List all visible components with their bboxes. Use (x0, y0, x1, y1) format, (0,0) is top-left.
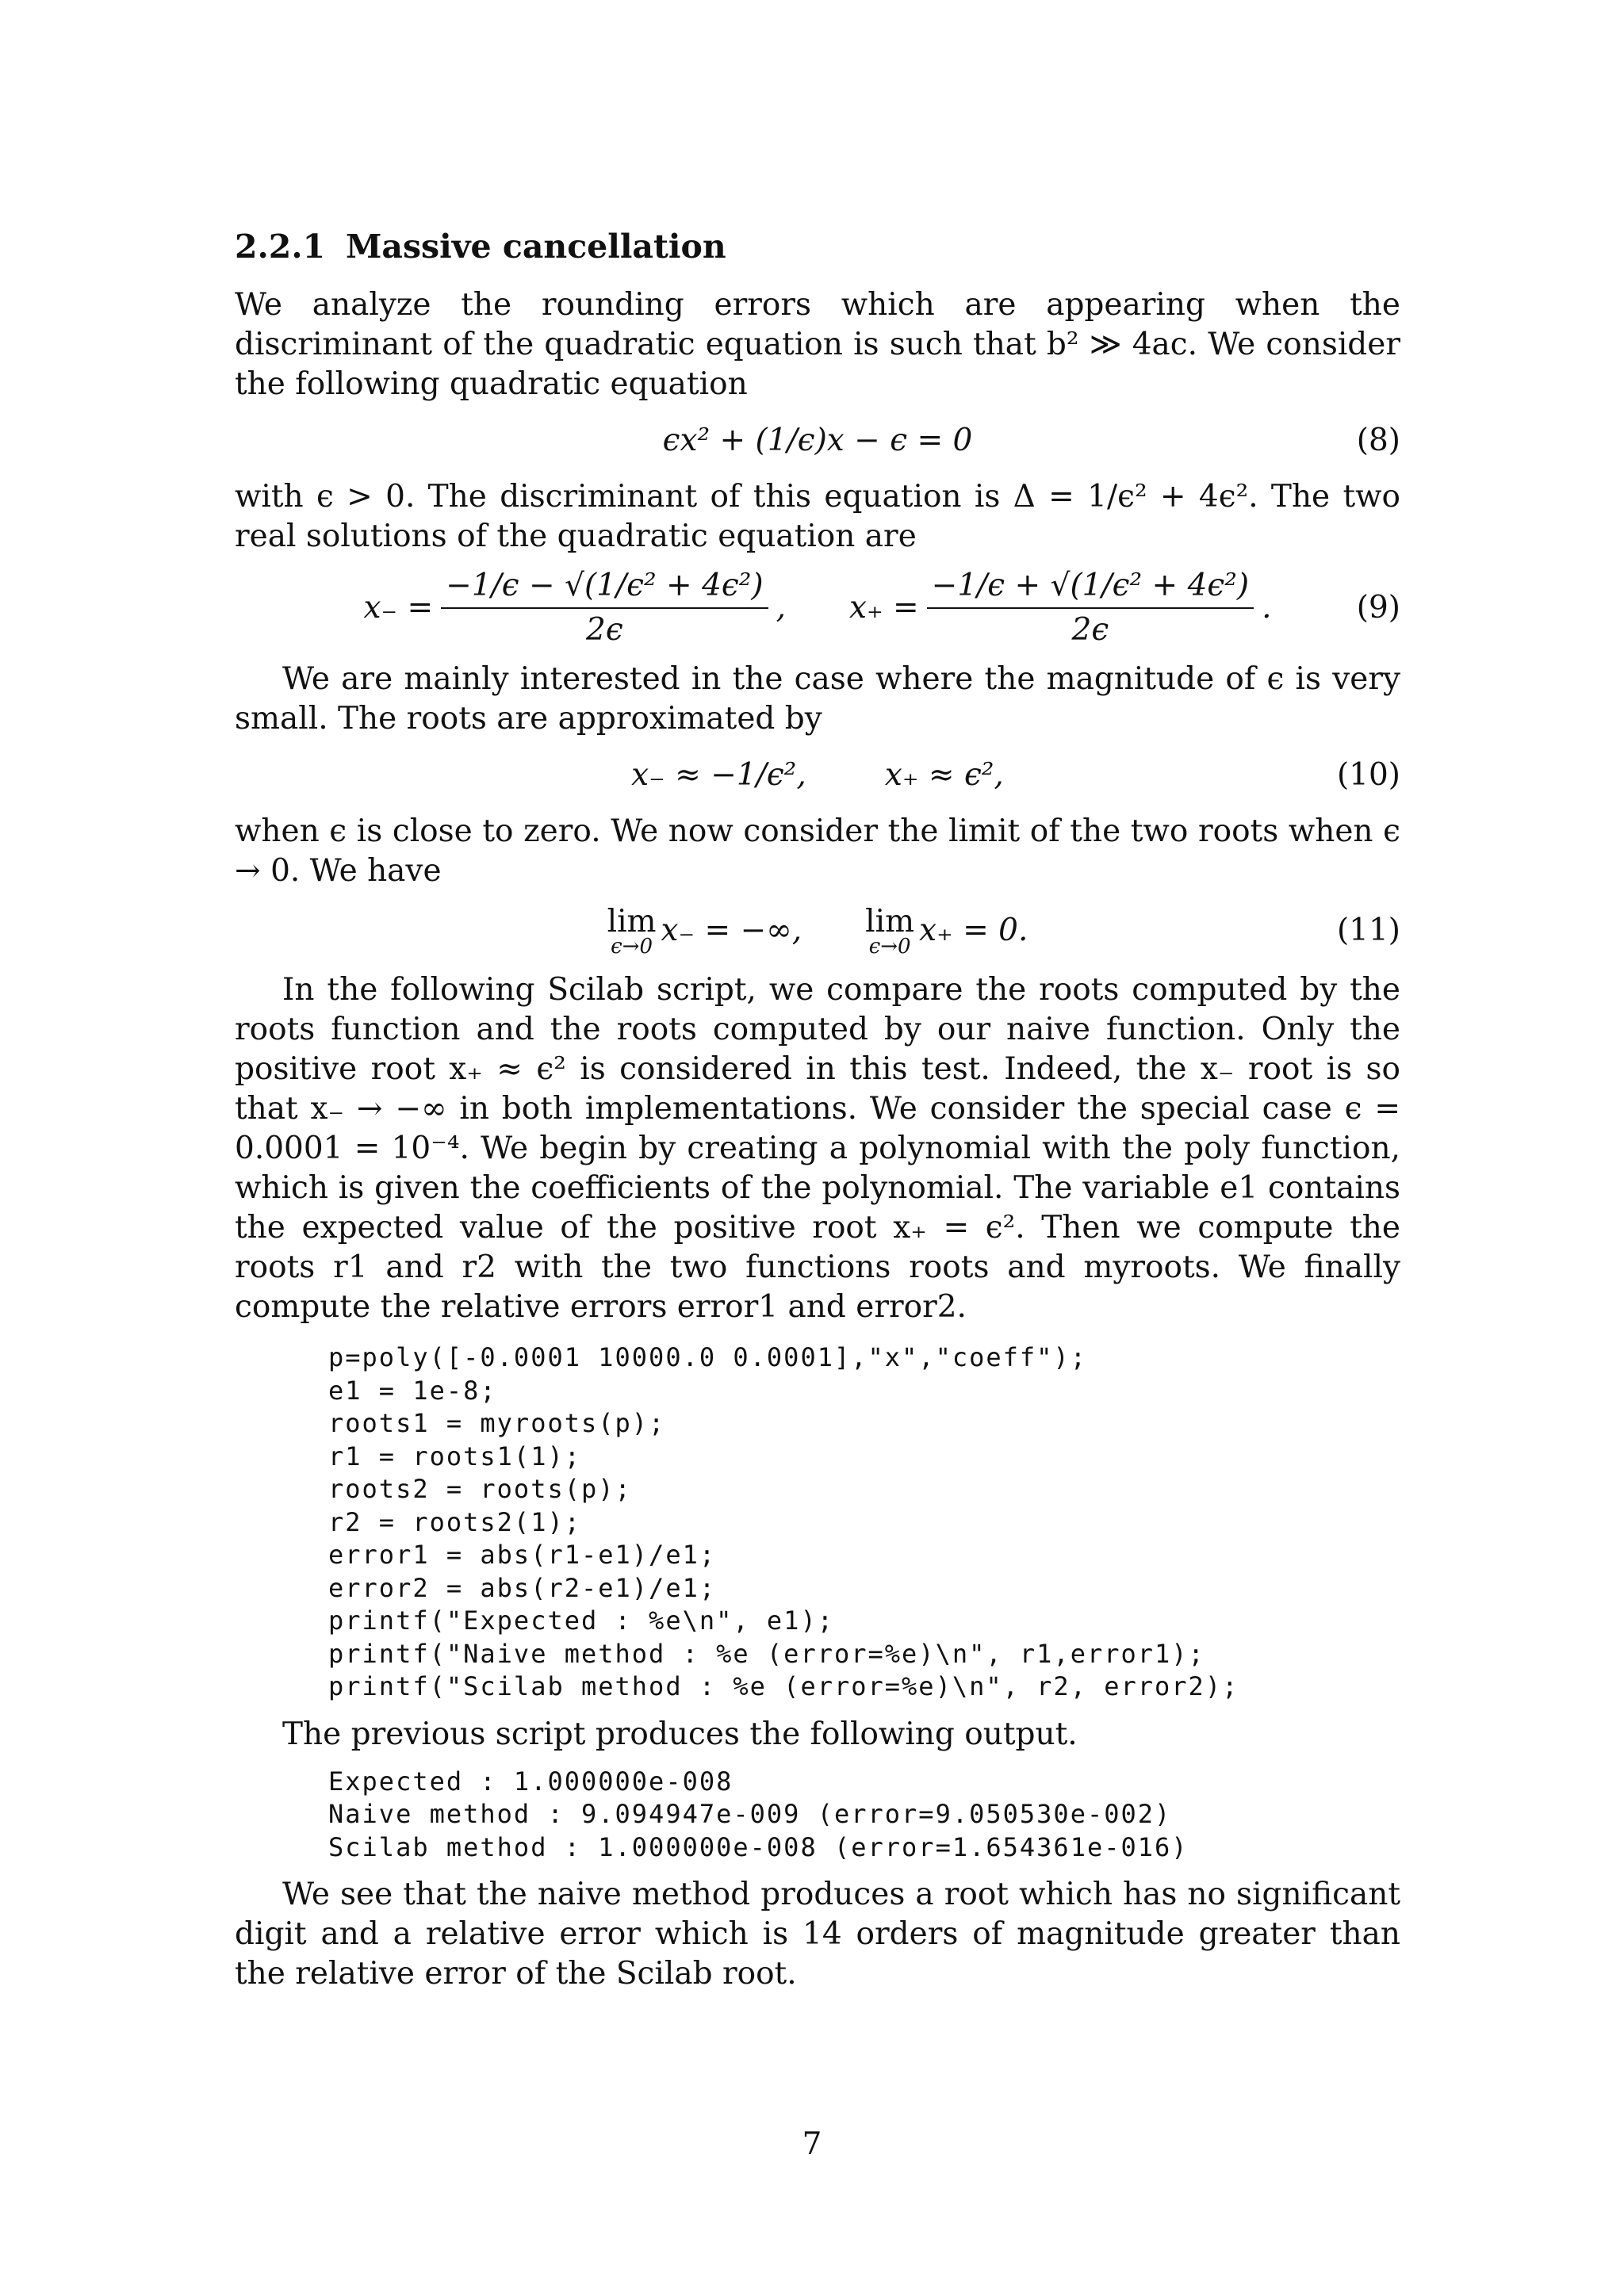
equation-9-xminus-lhs: x₋ = (363, 590, 434, 626)
paragraph-output-intro: The previous script produces the following output. (282, 1716, 1078, 1752)
equation-11-lim2-subscript: ϵ→0 (868, 935, 911, 959)
equation-9-xplus-denominator: 2ϵ (1071, 612, 1109, 648)
equation-9 (235, 557, 1400, 660)
paragraph-conclusion: We see that the naive method produces a root which has no significant digit and a relative error which is 14 orders of magnitude greater than the relative error of the Scilab root. (235, 1877, 1400, 1992)
code-listing-output: Expected : 1.000000e-008 Naive method : 9.094947e-009 (error=9.050530e-002) Scilab method : 1.000000e-008 (error=1.654361e-016) (328, 1766, 1189, 1862)
paragraph-small-epsilon: We are mainly interested in the case where the magnitude of ϵ is very small. The roots are approximated by (235, 661, 1400, 737)
equation-9-xminus-denominator: 2ϵ (586, 612, 623, 648)
equation-11-lim2-word: lim (865, 904, 915, 939)
paragraph-intro: We analyze the rounding errors which are appearing when the discriminant of the quadratic equation is such that b² ≫ 4ac. We consider the following quadratic equation (235, 287, 1400, 402)
equation-10 (235, 739, 1400, 812)
code-listing-script: p=poly([-0.0001 10000.0 0.0001],"x","coeff"); e1 = 1e-8; roots1 = myroots(p); r1 = roots1(1); roots2 = roots(p); r2 = roots2(1); error1 = abs(r1-e1)/e1; error2 = abs(r2-e1)/e1; printf("Expected : %e\n", e1); printf("Naive method : %e (error=%e)\n", r1,error1); printf("Scilab method : %e (error=%e)\n", r2, error2); (328, 1342, 1239, 1701)
page-number: 7 (802, 2126, 822, 2162)
equation-11-number: (11) (1336, 913, 1400, 948)
equation-8-number: (8) (1356, 423, 1400, 458)
equation-9-end: . (1262, 590, 1272, 626)
equation-10-expr: x₋ ≈ −1/ϵ², x₊ ≈ ϵ², (631, 757, 1004, 793)
equation-11 (235, 891, 1400, 970)
equation-9-xplus-numerator: −1/ϵ + √(1/ϵ² + 4ϵ²) (927, 568, 1254, 609)
equation-11-lim1-rest: x₋ = −∞, (661, 913, 802, 948)
paragraph-discriminant: with ϵ > 0. The discriminant of this equation is Δ = 1/ϵ² + 4ϵ². The two real solutions of the quadratic equation are (235, 479, 1400, 554)
section-number: 2.2.1 (235, 228, 326, 266)
equation-9-xminus-numerator: −1/ϵ − √(1/ϵ² + 4ϵ²) (441, 568, 768, 609)
equation-11-limit-2 (865, 904, 915, 959)
equation-9-xminus-fraction (441, 568, 768, 649)
equation-9-xplus-lhs: x₊ = (849, 590, 919, 626)
equation-9-number: (9) (1356, 590, 1400, 626)
equation-9-xplus-fraction (927, 568, 1254, 649)
paragraph-limit: when ϵ is close to zero. We now consider the limit of the two roots when ϵ → 0. We have (235, 813, 1400, 889)
equation-11-lim1-subscript: ϵ→0 (611, 935, 653, 959)
section-heading (235, 227, 1400, 266)
equation-9-separator: , (776, 590, 786, 626)
equation-10-number: (10) (1336, 757, 1400, 793)
page-body (235, 227, 1400, 1994)
equation-11-lim2-rest: x₊ = 0. (919, 913, 1028, 948)
section-title: Massive cancellation (346, 228, 726, 266)
equation-11-lim1-word: lim (607, 904, 657, 939)
equation-8-expr: ϵx² + (1/ϵ)x − ϵ = 0 (662, 423, 973, 458)
equation-8 (235, 404, 1400, 477)
paragraph-scilab-script: In the following Scilab script, we compare the roots computed by the roots function and the roots computed by our naive function. Only the positive root x₊ ≈ ϵ² is considered in this test. Indeed, the x₋ root is so that x₋ → −∞ in both implementations. We consider the special case ϵ = 0.0001 = 10⁻⁴. We begin by creating a polynomial with the poly function, which is given the coefficients of the polynomial. The variable e1 contains the expected value of the positive root x₊ = ϵ². Then we compute the roots r1 and r2 with the two functions roots and myroots. We finally compute the relative errors error1 and error2. (235, 972, 1400, 1325)
equation-11-limit-1 (607, 904, 657, 959)
